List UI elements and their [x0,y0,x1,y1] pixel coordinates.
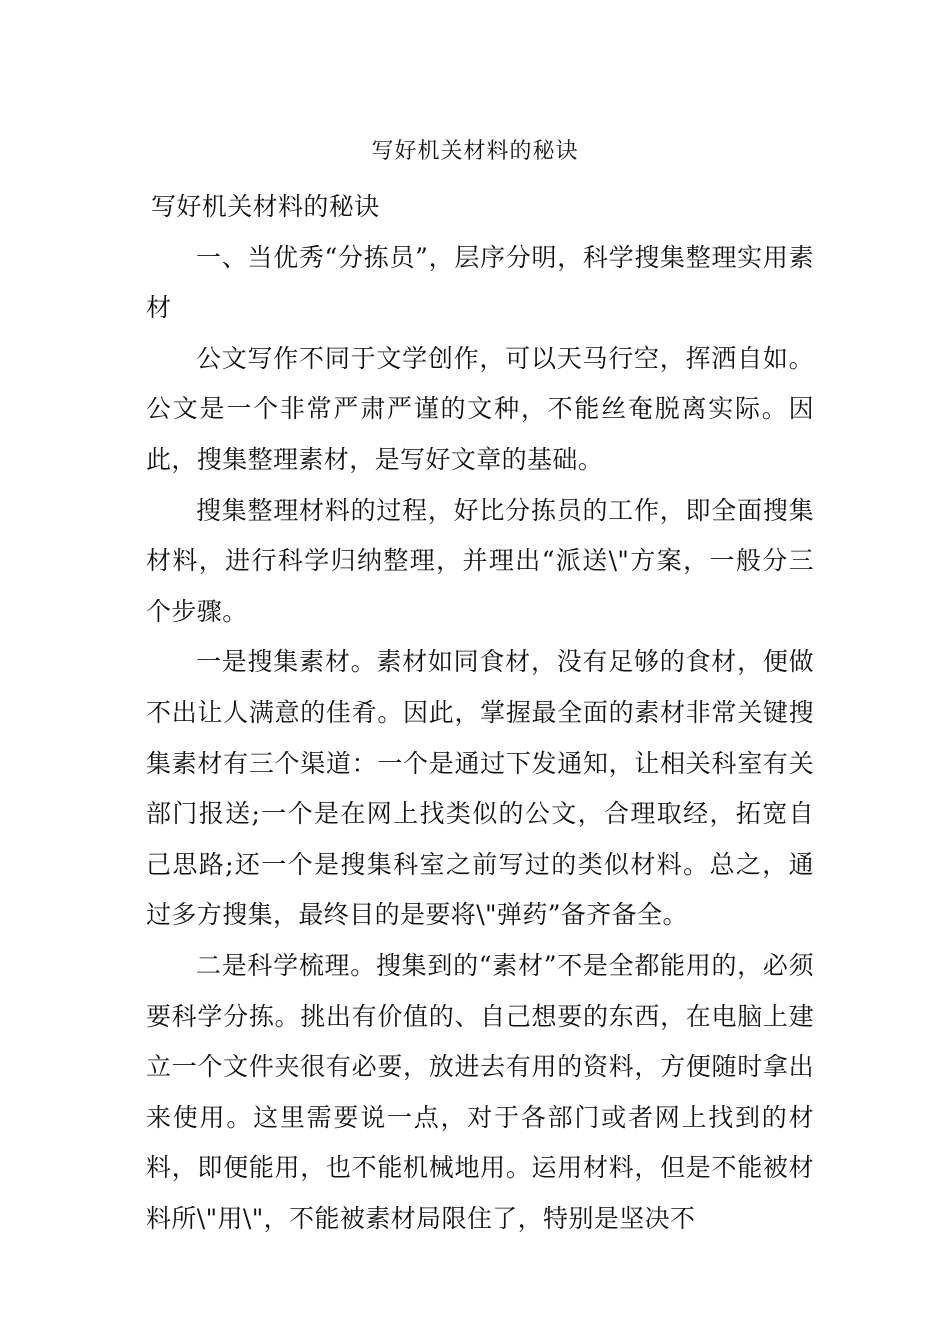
document-title: 写好机关材料的秘诀 [371,139,579,164]
document-subtitle: 写好机关材料的秘诀 [151,192,380,221]
body-paragraph: 一是搜集素材。素材如同食材，没有足够的食材，便做不出让人满意的佳肴。因此，掌握最全面的素材非常关键搜集素材有三个渠道：一个是通过下发通知，让相关科室有关部门报送;一个是在网上找类似的公文，合理取经，拓宽自己思路;还一个是搜集科室之前写过的类似材料。总之，通过多方搜集，最终目的是要将\"弹药”备齐备全。 [146,647,814,930]
body-paragraph: 搜集整理材料的过程，好比分拣员的工作，即全面搜集材料，进行科学归纳整理，并理出“派送\"方案，一般分三个步骤。 [146,495,814,626]
body-paragraph: 二是科学梳理。搜集到的“素材”不是全都能用的，必须要科学分拣。挑出有价值的、自己想要的东西，在电脑上建立一个文件夹很有必要，放进去有用的资料，方便随时拿出来使用。这里需要说一点，对于各部门或者网上找到的材料，即便能用，也不能机械地用。运用材料，但是不能被材料所\"用\"，不能被素材局限住了，特别是坚决不 [146,950,814,1233]
document-body [146,182,814,1244]
section-heading: 一、当优秀“分拣员”，层序分明，科学搜集整理实用素材 [146,242,814,323]
body-paragraph: 公文写作不同于文学创作，可以天马行空，挥洒自如。公文是一个非常严肃严谨的文种，不能丝奄脱离实际。因此，搜集整理素材，是写好文章的基础。 [146,343,814,474]
